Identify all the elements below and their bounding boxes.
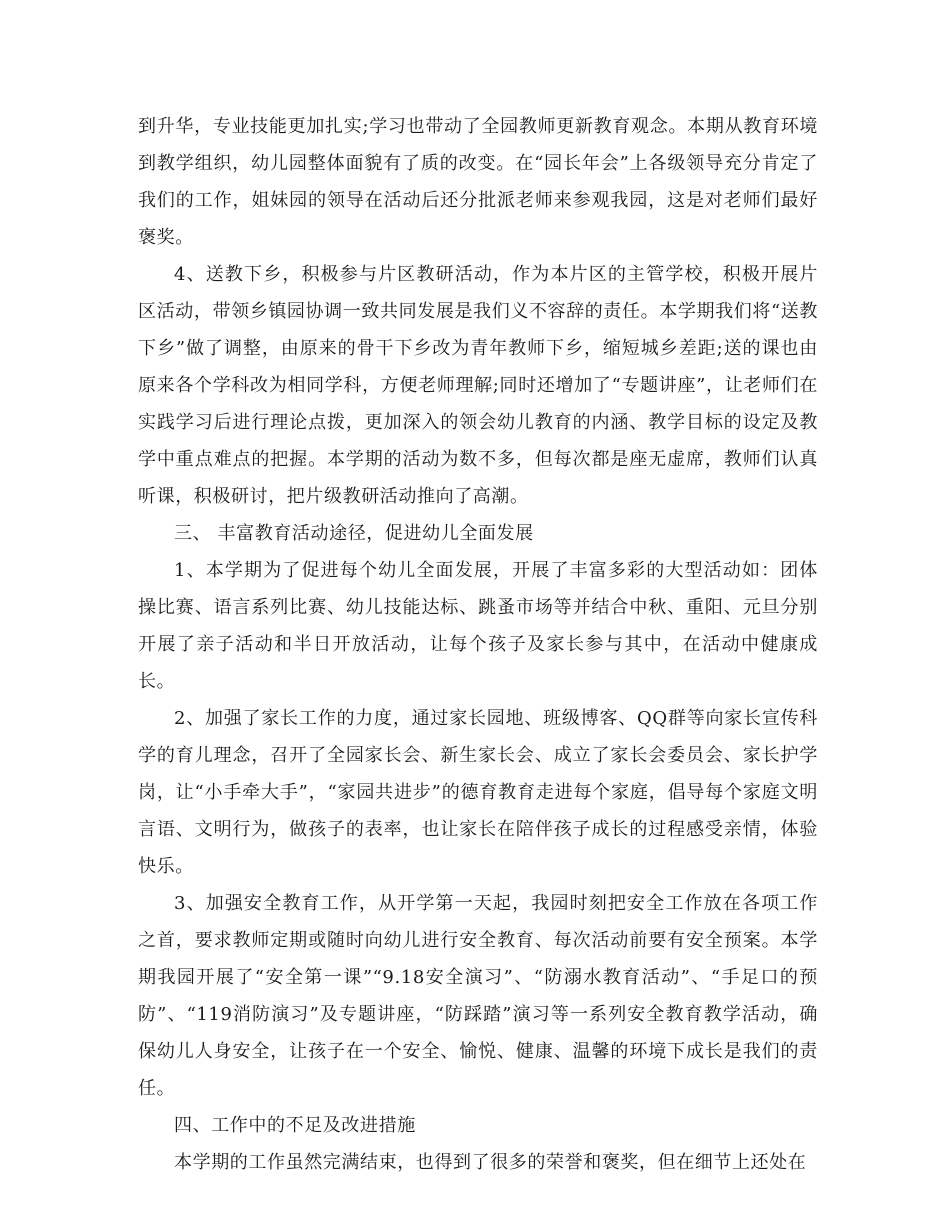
- paragraph-3-1-activities: 1、本学期为了促进每个幼儿全面发展，开展了丰富多彩的大型活动如：团体操比赛、语言系列比赛、幼儿技能达标、跳蚤市场等并结合中秋、重阳、元旦分别开展了亲子活动和半日开放活动，让每个孩子及家长参与其中，在活动中健康成长。: [138, 560, 818, 692]
- section-heading-3: 三、 丰富教育活动途径，促进幼儿全面发展: [174, 523, 534, 544]
- paragraph-3-3-safety-education: 3、加强安全教育工作，从开学第一天起，我园时刻把安全工作放在各项工作之首，要求教师定期或随时向幼儿进行安全教育、每次活动前要有安全预案。本学期我园开展了“安全第一课”“9.18安全演习”、“防溺水教育活动”、“手足口的预防”、“119消防演习”及专题讲座，“防踩踏”演习等一系列安全教育教学活动，确保幼儿人身安全，让孩子在一个安全、愉悦、健康、温馨的环境下成长是我们的责任。: [138, 893, 818, 1099]
- paragraph-3-2-parent-work: 2、加强了家长工作的力度，通过家长园地、班级博客、QQ群等向家长宣传科学的育儿理念，召开了全园家长会、新生家长会、成立了家长会委员会、家长护学岗，让“小手牵大手”，“家园共进步”的德育教育走进每个家庭，倡导每个家庭文明言语、文明行为，做孩子的表率，也让家长在陪伴孩子成长的过程感受亲情，体验快乐。: [138, 708, 818, 877]
- paragraph-continuation: 到升华，专业技能更加扎实;学习也带动了全园教师更新教育观念。本期从教育环境到教学组织，幼儿园整体面貌有了质的改变。在“园长年会”上各级领导充分肯定了我们的工作，姐妹园的领导在活动后还分批派老师来参观我园，这是对老师们最好褒奖。: [138, 116, 818, 248]
- section-heading-4: 四、工作中的不足及改进措施: [174, 1115, 416, 1136]
- paragraph-item-4-teaching-outreach: 4、送教下乡，积极参与片区教研活动，作为本片区的主管学校，积极开展片区活动，带领乡镇园协调一致共同发展是我们义不容辞的责任。本学期我们将“送教下乡”做了调整，由原来的骨干下乡改为青年教师下乡，缩短城乡差距;送的课也由原来各个学科改为相同学科，方便老师理解;同时还增加了“专题讲座”，让老师们在实践学习后进行理论点拨，更加深入的领会幼儿教育的内涵、教学目标的设定及教学中重点难点的把握。本学期的活动为数不多，但每次都是座无虚席，教师们认真听课，积极研讨，把片级教研活动推向了高潮。: [138, 264, 818, 507]
- document-body: [138, 108, 818, 1181]
- paragraph-4-1-shortcomings: 本学期的工作虽然完满结束，也得到了很多的荣誉和褒奖，但在细节上还处在: [174, 1152, 807, 1173]
